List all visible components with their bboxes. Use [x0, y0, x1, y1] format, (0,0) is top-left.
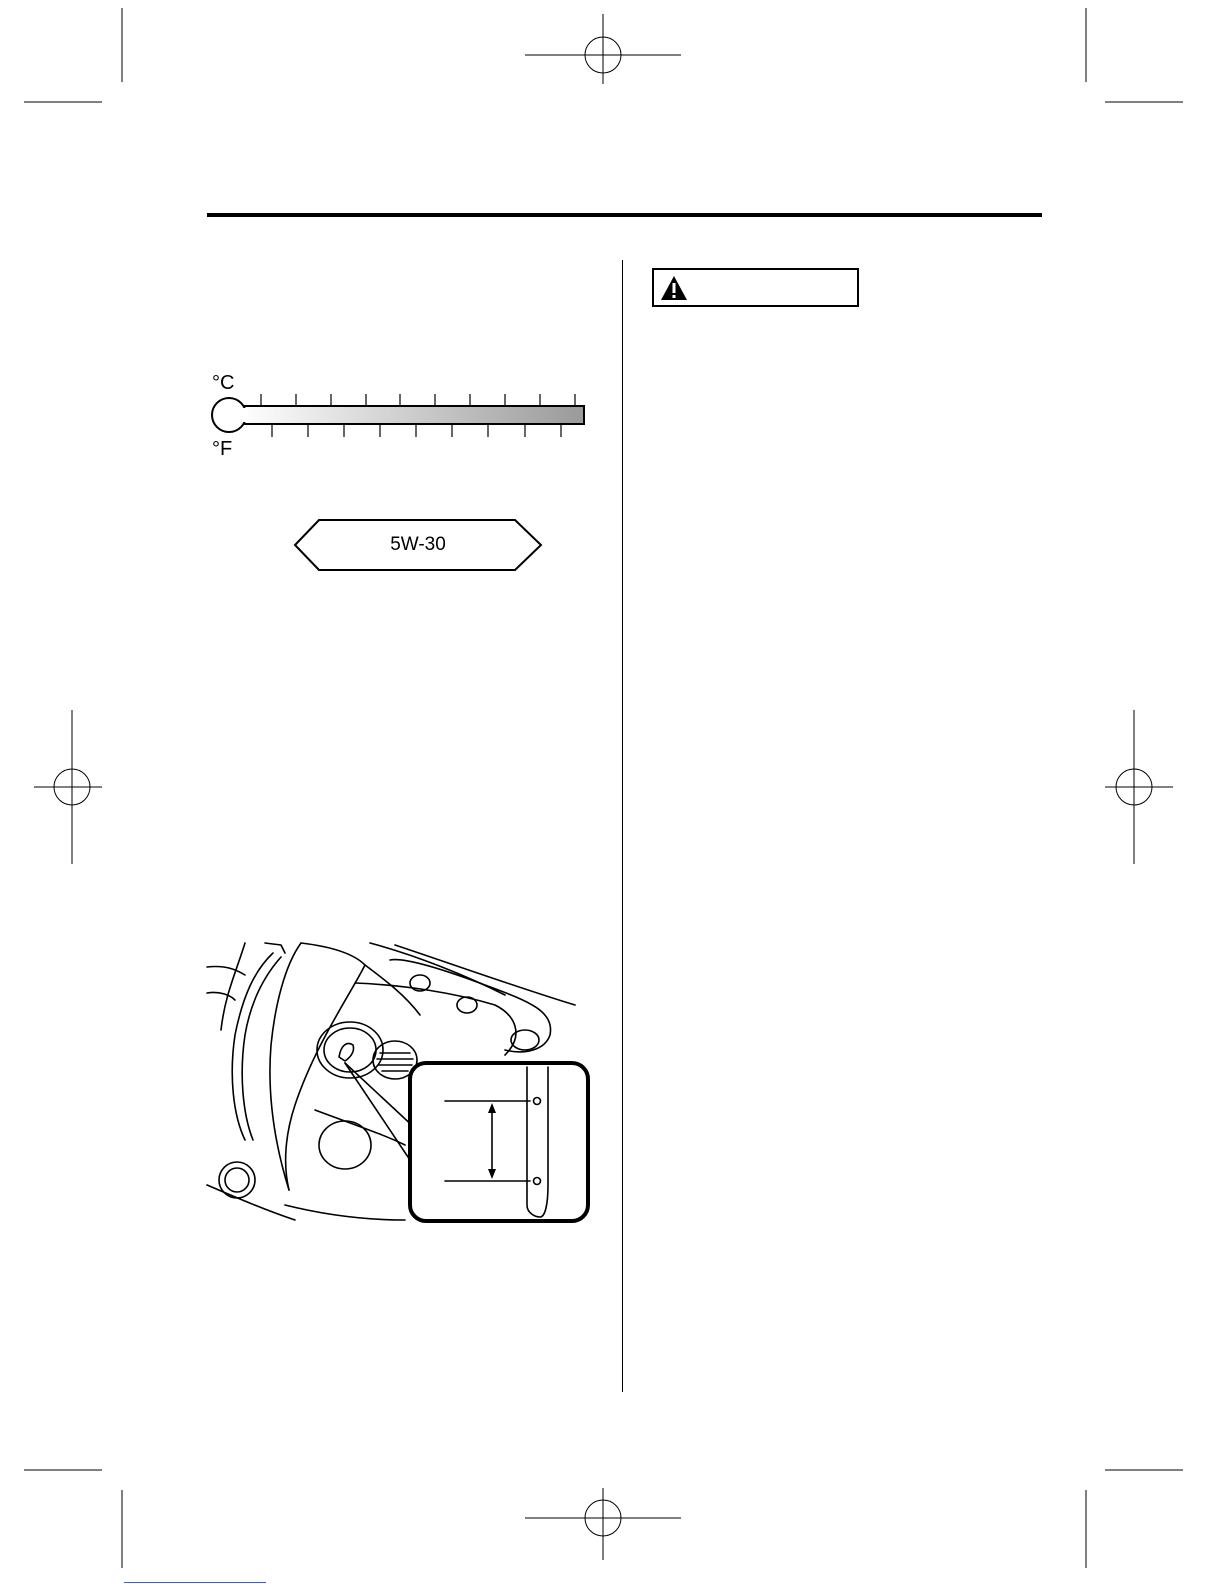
fahrenheit-unit: °F [212, 438, 233, 460]
oil-grade-label: 5W-30 [390, 534, 446, 555]
engine-dipstick-illustration [205, 935, 591, 1225]
thermometer-icon [200, 368, 600, 468]
column-divider [622, 260, 623, 1392]
warning-box [652, 268, 859, 307]
dipstick-detail-box [410, 1063, 588, 1221]
header-rule [207, 213, 1042, 217]
warning-triangle-icon [660, 274, 688, 302]
bottom-link-underline [124, 1582, 266, 1583]
temperature-scale [200, 368, 600, 468]
oil-grade-indicator [293, 519, 543, 571]
celsius-unit: °C [212, 372, 235, 394]
